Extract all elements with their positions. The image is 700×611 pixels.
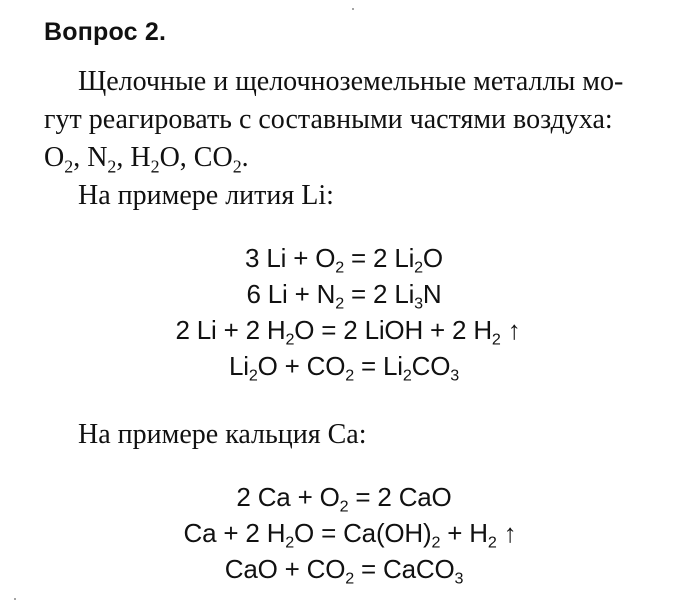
equation-text: = CaCO (354, 554, 455, 584)
equation-text: = 2 Li (344, 243, 415, 273)
equation-text: Ca + 2 H (183, 518, 286, 548)
question-heading: Вопрос 2. (44, 18, 167, 46)
equation-text: O + CO (257, 351, 346, 381)
formula-text: O, CO (159, 142, 233, 173)
equation-text: = 2 Li (344, 279, 415, 309)
equation-subscript: 2 (345, 569, 355, 588)
equation-subscript: 2 (335, 294, 344, 313)
equation-subscript: 2 (402, 366, 412, 385)
equation-text: CO (411, 351, 451, 381)
equation-subscript: 2 (285, 330, 295, 349)
calcium-intro: На примере кальция Ca: (78, 419, 367, 450)
formula-subscript: 2 (64, 156, 74, 177)
formula-text: , H (116, 142, 151, 173)
equation-text: ↑ (500, 315, 521, 345)
equation-text: Li (228, 351, 249, 381)
formula-subscript: 2 (107, 156, 117, 177)
equation-text: N (422, 279, 442, 309)
calcium-reaction-3 (0, 551, 694, 587)
equation-text: O = 2 LiOH + 2 H (294, 315, 492, 345)
equation-subscript: 3 (414, 294, 423, 313)
equation-text: 2 Li + 2 H (175, 315, 286, 345)
equation-text: 2 Ca + O (236, 482, 340, 512)
equation-subscript: 3 (450, 366, 460, 385)
formula-text: . (241, 142, 249, 173)
lithium-reaction-2 (0, 276, 694, 312)
equation-text: = 2 CaO (348, 482, 452, 512)
scan-speck (14, 598, 16, 600)
equation-subscript: 3 (454, 569, 464, 588)
equation-subscript: 2 (414, 258, 423, 277)
equation-text: 3 Li + O (245, 243, 336, 273)
calcium-reaction-1 (0, 479, 694, 515)
equation-text: CaO + CO (224, 554, 346, 584)
equation-text: O (422, 243, 443, 273)
air-components-line (44, 139, 249, 177)
equation-subscript: 2 (345, 366, 354, 385)
equation-subscript: 2 (491, 330, 501, 349)
formula-subscript: 2 (232, 156, 242, 177)
lithium-reaction-3 (0, 312, 698, 348)
equation-text: O = Ca(OH) (294, 518, 432, 548)
equation-subscript: 2 (487, 533, 497, 552)
equation-subscript: 2 (248, 366, 258, 385)
equation-text: = Li (354, 351, 403, 381)
equation-subscript: 2 (431, 533, 441, 552)
equation-subscript: 2 (339, 497, 349, 516)
lithium-reaction-4 (0, 348, 694, 384)
formula-subscript: 2 (150, 156, 160, 177)
equation-subscript: 2 (285, 533, 295, 552)
lithium-intro: На примере лития Li: (78, 180, 334, 211)
formula-text: , N (73, 142, 108, 173)
scan-speck (352, 8, 354, 10)
formula-text: O (44, 142, 65, 173)
equation-text: + H (440, 518, 488, 548)
equation-text: 6 Li + N (246, 279, 336, 309)
lithium-reaction-1 (0, 240, 694, 276)
paragraph-line-1: Щелочные и щелочноземельные металлы мо- (78, 66, 624, 97)
paragraph-line-2: гут реагировать с составными частями воздуха: (44, 104, 613, 135)
equation-text: ↑ (496, 518, 517, 548)
equation-subscript: 2 (335, 258, 344, 277)
calcium-reaction-2 (0, 515, 700, 551)
